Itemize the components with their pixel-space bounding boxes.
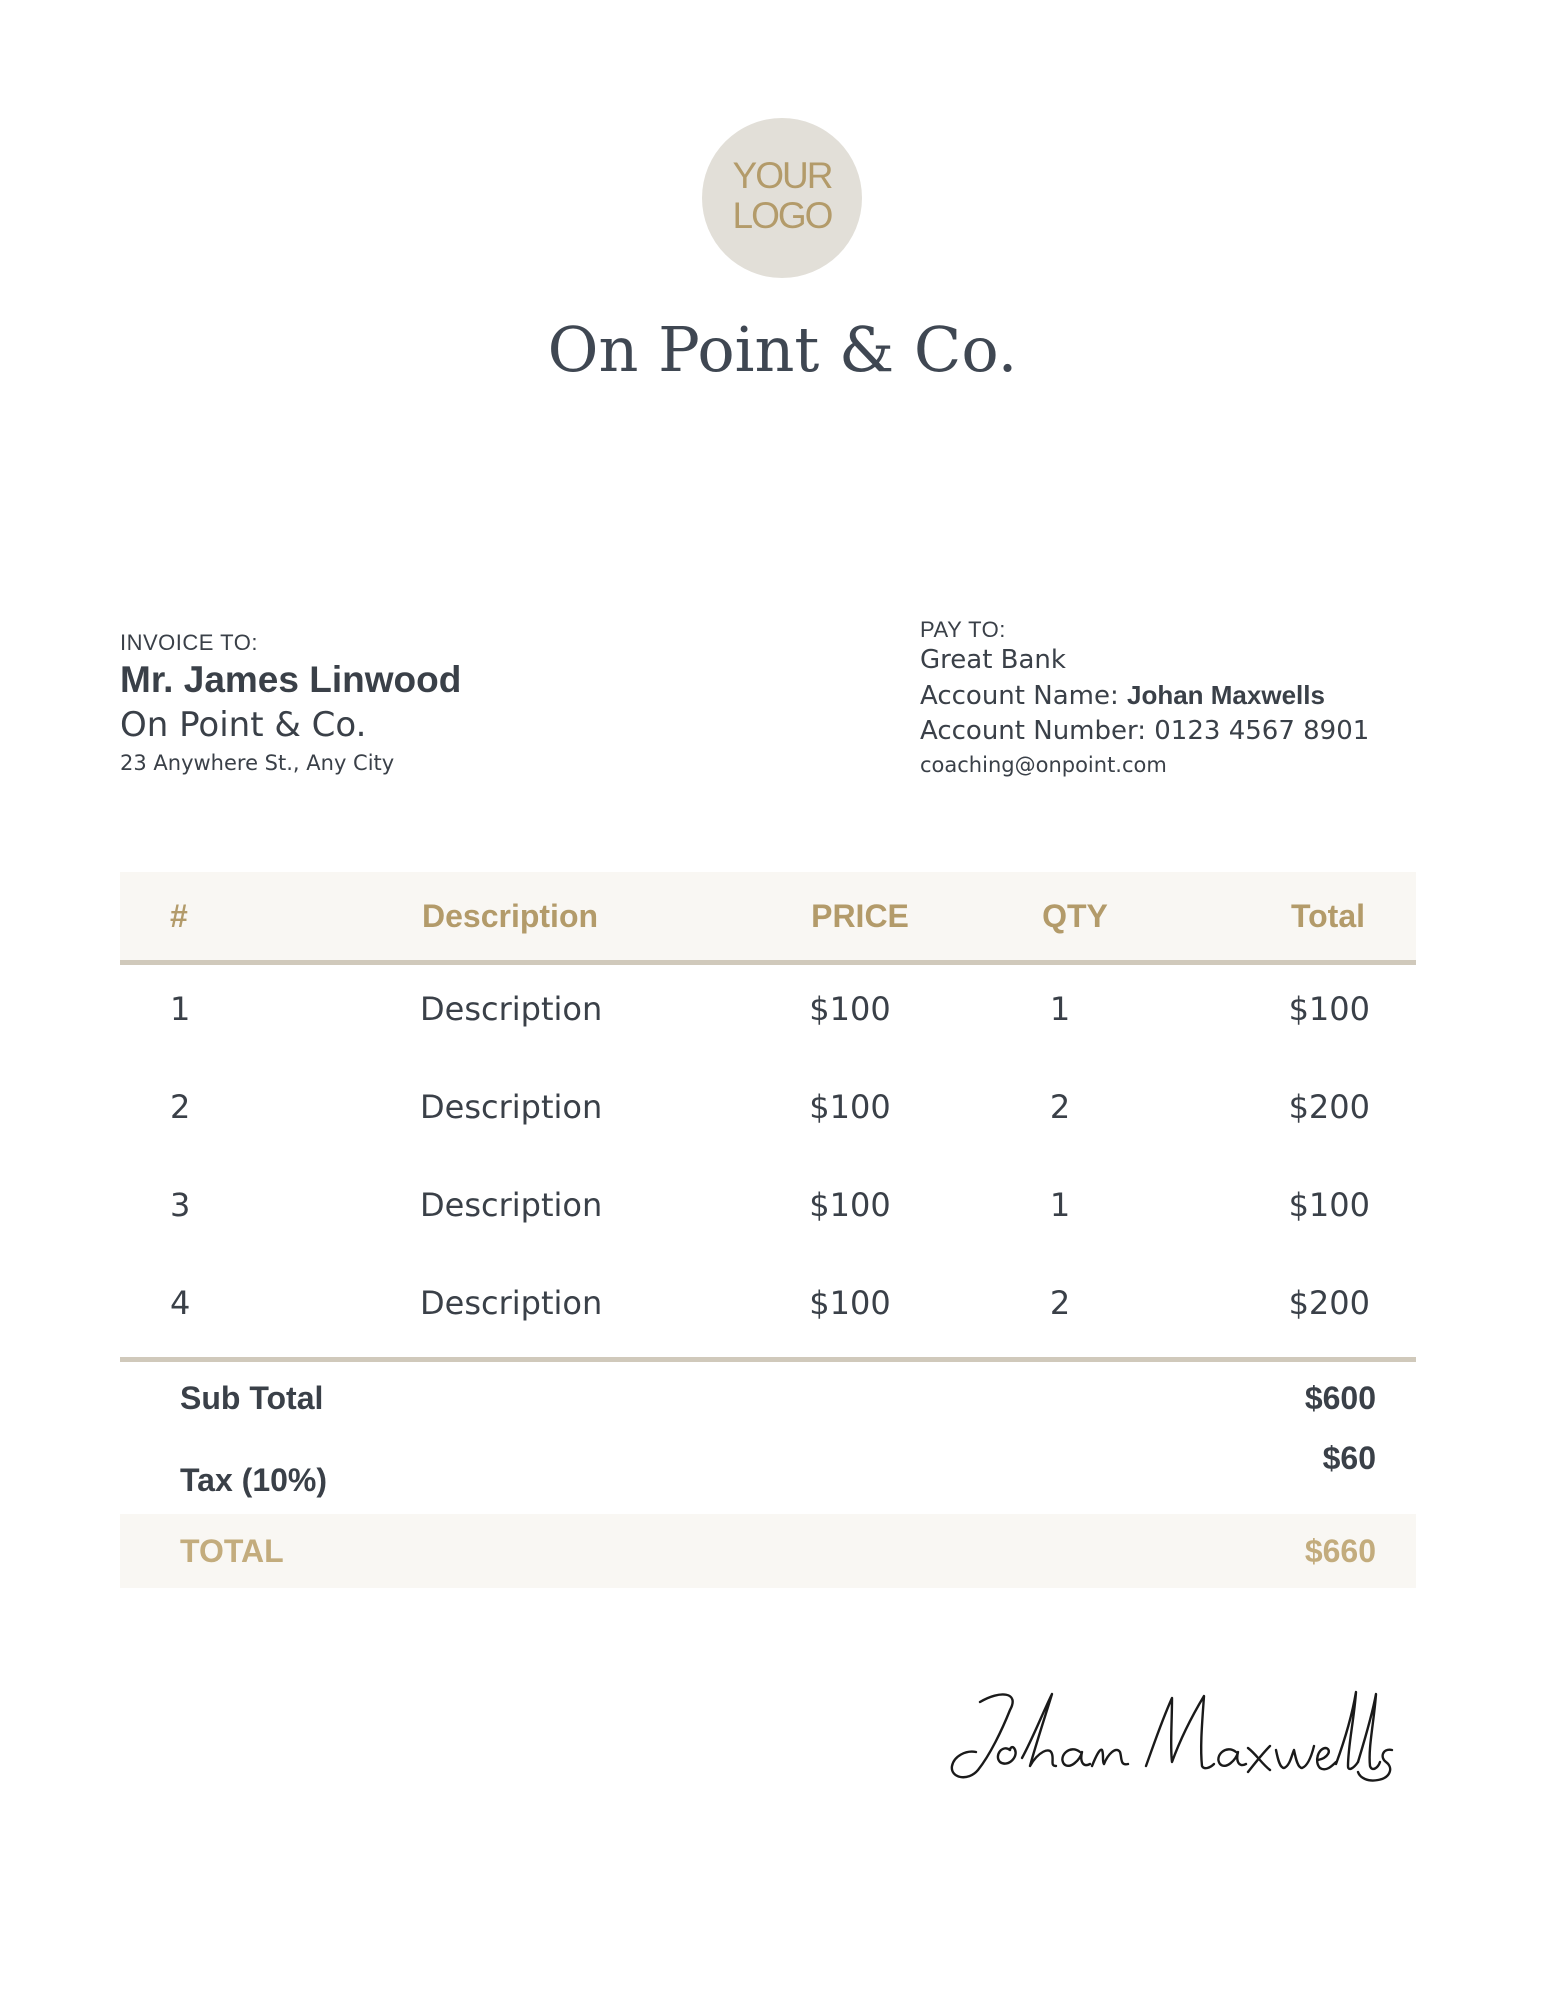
header-description: Description	[422, 898, 599, 934]
pay-to-email: coaching@onpoint.com	[920, 753, 1167, 777]
row-description: Description	[420, 990, 603, 1028]
row-description: Description	[420, 1284, 603, 1322]
invoice-to-label: INVOICE TO:	[120, 630, 258, 655]
row-total: $100	[1288, 990, 1370, 1028]
account-number-line	[920, 714, 1480, 749]
row-price: $100	[809, 990, 891, 1028]
tax-row	[120, 1442, 1416, 1502]
row-number: 2	[170, 1088, 191, 1126]
table-body	[120, 965, 1416, 1362]
header-total: Total	[1290, 898, 1365, 934]
total-value: $660	[1304, 1533, 1376, 1569]
table-row	[120, 965, 1416, 1063]
total-row	[120, 1514, 1416, 1588]
header-number: #	[170, 898, 188, 934]
logo-line-1: YOUR	[732, 155, 832, 196]
items-table	[120, 872, 1416, 1362]
row-number: 1	[170, 990, 191, 1028]
company-title: On Point & Co.	[547, 313, 1018, 386]
tax-value: $60	[1322, 1440, 1376, 1476]
logo	[702, 118, 862, 278]
row-qty: 1	[1049, 990, 1071, 1028]
client-address: 23 Anywhere St., Any City	[120, 751, 395, 775]
subtotal-row	[120, 1372, 1416, 1432]
row-total: $200	[1288, 1284, 1370, 1322]
subtotal-label: Sub Total	[180, 1380, 324, 1416]
row-qty: 2	[1049, 1284, 1071, 1322]
row-description: Description	[420, 1186, 603, 1224]
tax-label: Tax (10%)	[180, 1462, 328, 1498]
invoice-to-block	[120, 630, 720, 778]
table-row	[120, 1161, 1416, 1259]
logo-line-2: LOGO	[732, 195, 832, 236]
account-name-label: Account Name:	[920, 681, 1119, 711]
row-qty: 2	[1049, 1088, 1071, 1126]
header-price: PRICE	[811, 898, 909, 934]
row-price: $100	[809, 1088, 891, 1126]
account-number-label: Account Number:	[920, 716, 1146, 746]
account-name-line	[920, 678, 1480, 714]
row-total: $100	[1288, 1186, 1370, 1224]
row-number: 3	[170, 1186, 191, 1224]
table-header	[120, 872, 1416, 965]
row-total: $200	[1288, 1088, 1370, 1126]
account-name-value: Johan Maxwells	[1126, 680, 1325, 710]
client-company: On Point & Co.	[120, 705, 367, 745]
signature	[940, 1680, 1400, 1800]
row-number: 4	[170, 1284, 191, 1322]
row-description: Description	[420, 1088, 603, 1126]
client-name: Mr. James Linwood	[120, 659, 462, 700]
table-row	[120, 1259, 1416, 1357]
subtotal-value: $600	[1304, 1380, 1376, 1416]
total-label: TOTAL	[180, 1533, 284, 1569]
bank-name: Great Bank	[920, 645, 1066, 675]
account-number-value: 0123 4567 8901	[1154, 716, 1370, 746]
row-price: $100	[809, 1186, 891, 1224]
logo-text	[702, 156, 862, 236]
row-qty: 1	[1049, 1186, 1071, 1224]
pay-to-label: PAY TO:	[920, 617, 1006, 642]
header-qty: QTY	[1042, 898, 1108, 934]
row-price: $100	[809, 1284, 891, 1322]
table-row	[120, 1063, 1416, 1161]
pay-to-block	[920, 617, 1480, 781]
